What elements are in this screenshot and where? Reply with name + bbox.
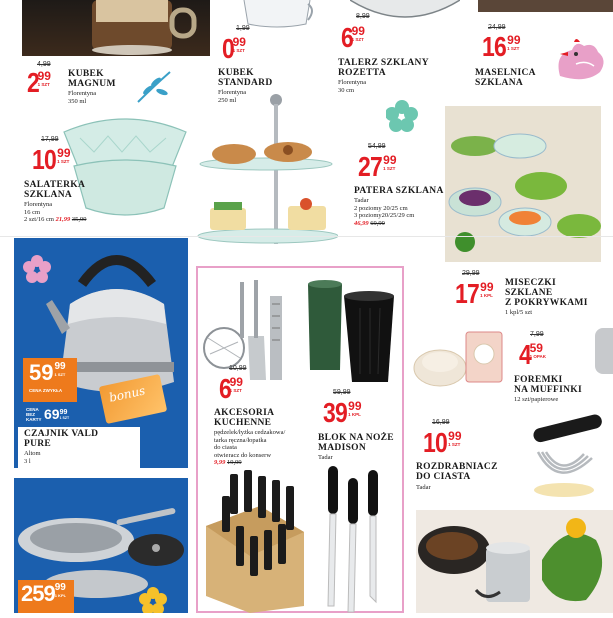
kubek-standard-name: KUBEK STANDARD	[218, 68, 273, 88]
akcesoria-variant-price: 9,99	[214, 459, 226, 466]
foremki-name: FOREMKI NA MUFFINKI	[514, 375, 582, 395]
czajnik-price-tag: 59 99 1 SZT CENA ZWYKŁA	[23, 358, 77, 402]
knife-block-icon	[300, 278, 400, 384]
patera-price: 27 99 1 SZT	[358, 151, 397, 182]
rozdrabniacz-name: ROZDRABNIACZ DO CIASTA	[416, 462, 498, 482]
rozdrabniacz-image	[508, 412, 608, 500]
akcesoria-variant-old-price: 19,99	[227, 459, 242, 466]
akcesoria-desc: pędzelek/łyżka cedzakowa/ tarka ręczna/łopatka do ciasta otwieracz do konserw 9,99 19,99	[214, 429, 286, 466]
salaterka-old-price: 17,99	[41, 136, 59, 143]
garnki-price-tag: 259 99 1 KPL	[18, 580, 74, 613]
bowls-with-lids-icon	[445, 106, 601, 262]
glass-cup-icon	[238, 0, 316, 28]
miseczki-price: 17 99 1 KPL	[455, 278, 494, 309]
kubek-standard-price: 0 99 1 SZT	[222, 33, 246, 64]
cake-stand-icon	[196, 92, 338, 252]
maselnica-price: 16 99 1 SZT	[482, 31, 521, 62]
maselnica-old-price: 24,99	[488, 24, 506, 31]
kubek-magnum-name: KUBEK MAGNUM	[68, 69, 116, 89]
akcesoria-name: AKCESORIA KUCHENNE	[214, 408, 275, 428]
salaterka-desc: Florentyna 16 cm 2 szt/16 cm 21,99 35,99	[24, 201, 87, 223]
kubek-standard-image	[238, 0, 316, 28]
stew-pot-icon	[416, 510, 613, 613]
patera-old-price: 54,99	[368, 143, 386, 150]
maselnica-image	[478, 0, 613, 12]
czajnik-name: CZAJNIK VALD PURE	[24, 429, 99, 449]
flower-decoration-icon	[138, 586, 168, 613]
rozdrabniacz-old-price: 16,99	[432, 419, 450, 426]
kubek-magnum-desc: Florentyna 350 ml	[68, 90, 97, 105]
foremki-price: 4 59 1 OPAK	[519, 339, 546, 370]
knives-icon	[320, 466, 390, 613]
flower-decoration-icon	[386, 100, 418, 132]
czajnik-desc: Altom 3 l	[24, 450, 41, 465]
blok-price: 39 99 1 KPL	[323, 397, 362, 428]
rozdrabniacz-desc: Tadar	[416, 484, 431, 491]
kubek-magnum-old-price: 4,99	[37, 61, 51, 68]
salaterka-name: SALATERKA SZKLANA	[24, 180, 86, 200]
akcesoria-image	[200, 276, 296, 384]
knife-set-block-icon	[200, 466, 310, 613]
foremki-old-price: 7,99	[530, 331, 544, 338]
blok-image	[300, 278, 400, 384]
pot-image	[595, 328, 613, 374]
cooking-photo	[416, 510, 613, 613]
patera-desc: Tadar 2 poziomy 20/25 cm 3 poziomy20/25/29 cm 46,99 69,99	[354, 197, 415, 227]
rozdrabniacz-price: 10 99 1 SZT	[423, 427, 462, 458]
salaterka-set-price: 21,99	[55, 216, 71, 223]
miseczki-image	[445, 106, 601, 262]
czajnik-regular-price-label: CENA ZWYKŁA	[29, 388, 63, 393]
salaterka-set-old-price: 35,99	[71, 216, 87, 223]
ceramic-knives-image	[320, 466, 390, 613]
glass-mug-icon	[22, 0, 210, 56]
miseczki-desc: 1 kpl/5 szt	[505, 309, 533, 316]
miseczki-name: MISECZKI SZKLANE Z POKRYWKAMI	[505, 278, 588, 308]
bonus-card: bonus	[99, 374, 168, 424]
patera-variant-old-price: 69,99	[370, 219, 385, 227]
miseczki-old-price: 29,99	[462, 270, 480, 277]
czajnik-card-price: CENA BEZ KARTY 69 99 1 SZT	[23, 402, 77, 426]
patera-name: PATERA SZKLANA	[354, 186, 444, 196]
patera-variant-price: 46,99	[354, 219, 369, 227]
kubek-standard-old-price: 1,99	[236, 25, 250, 32]
leaf-decoration-icon	[134, 66, 174, 106]
knife-set-image	[200, 466, 310, 613]
foremki-image	[410, 328, 506, 392]
blok-name: BLOK NA NOŻE MADISON	[318, 433, 394, 453]
patera-image	[196, 92, 338, 252]
hen-decoration-icon	[546, 36, 610, 88]
talerz-desc: Florentyna 30 cm	[338, 79, 367, 94]
akcesoria-price: 6 99 1 SZT	[219, 373, 243, 404]
salaterka-price: 10 99 1 SZT	[32, 144, 71, 175]
talerz-price: 6 99 1 SZT	[341, 22, 365, 53]
kubek-magnum-image	[22, 0, 210, 56]
divider	[0, 236, 613, 237]
muffin-cups-icon	[410, 328, 506, 392]
talerz-old-price: 8,99	[356, 13, 370, 20]
kubek-magnum-price: 2 99 1 SZT	[27, 67, 51, 98]
talerz-name: TALERZ SZKLANY ROZETTA	[338, 58, 429, 78]
blok-desc: Tadar	[318, 454, 333, 461]
pastry-blender-icon	[508, 412, 608, 500]
foremki-desc: 12 szt/papierowe	[514, 396, 559, 403]
maselnica-name: MASELNICA SZKLANA	[475, 68, 536, 88]
akcesoria-old-price: 10,99	[229, 365, 247, 372]
kubek-standard-desc: Florentyna 250 ml	[218, 89, 247, 104]
kitchen-utensils-icon	[200, 276, 296, 384]
blok-old-price: 59,99	[333, 389, 351, 396]
